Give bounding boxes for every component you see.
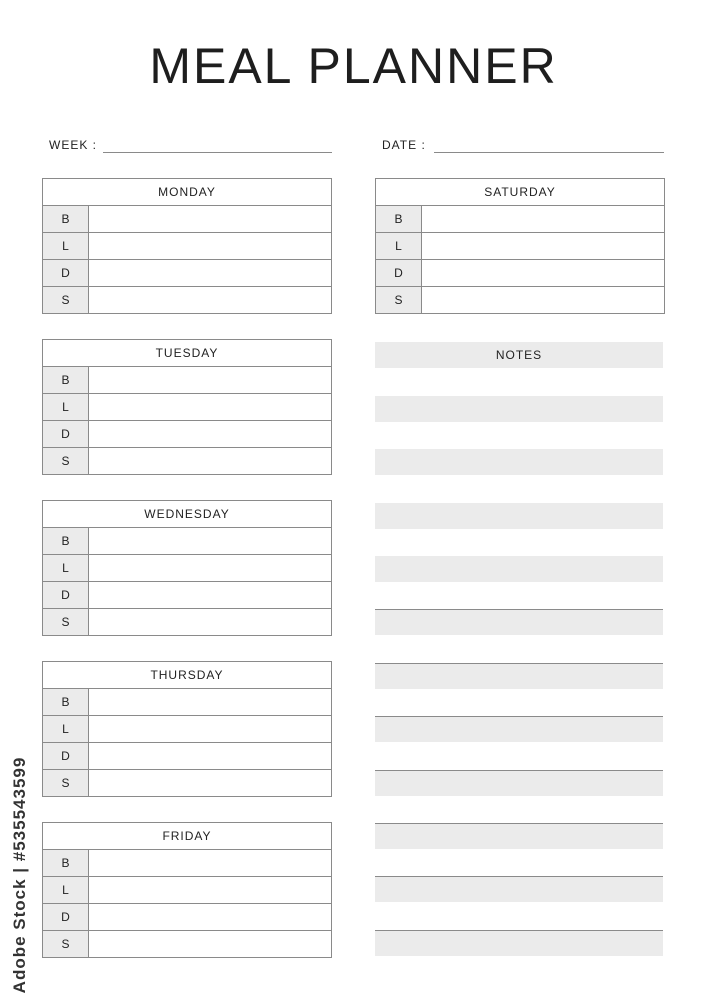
stock-id-text: Adobe Stock | #535543599	[10, 756, 29, 994]
day-block-thursday	[42, 661, 332, 797]
notes-line[interactable]	[375, 396, 663, 422]
meal-label: L	[43, 716, 89, 742]
notes-section	[375, 342, 663, 368]
meal-entry[interactable]	[89, 609, 331, 635]
day-header: TUESDAY	[43, 340, 331, 367]
meal-row-breakfast	[43, 850, 331, 877]
meal-entry[interactable]	[89, 770, 331, 796]
meal-row-dinner	[43, 582, 331, 609]
day-header: FRIDAY	[43, 823, 331, 850]
notes-line[interactable]	[375, 823, 663, 849]
meal-entry[interactable]	[422, 287, 664, 313]
meal-row-snack	[43, 287, 331, 313]
notes-line[interactable]	[375, 663, 663, 689]
day-header: THURSDAY	[43, 662, 331, 689]
notes-header: NOTES	[375, 342, 663, 368]
stock-id-watermark	[4, 756, 36, 994]
meal-label: D	[43, 260, 89, 286]
meal-entry[interactable]	[89, 904, 331, 930]
meal-row-snack	[43, 448, 331, 474]
day-block-tuesday	[42, 339, 332, 475]
meal-row-lunch	[43, 233, 331, 260]
meal-entry[interactable]	[89, 582, 331, 608]
meal-row-dinner	[43, 260, 331, 287]
meal-label: L	[43, 555, 89, 581]
meal-entry[interactable]	[89, 555, 331, 581]
week-field	[49, 138, 332, 154]
meal-entry[interactable]	[89, 367, 331, 393]
notes-line[interactable]	[375, 503, 663, 529]
week-input-line[interactable]	[103, 152, 332, 153]
notes-line[interactable]	[375, 876, 663, 902]
meal-label: B	[43, 528, 89, 554]
notes-line[interactable]	[375, 609, 663, 635]
meal-entry[interactable]	[89, 877, 331, 903]
meal-label: B	[43, 850, 89, 876]
day-block-monday	[42, 178, 332, 314]
meal-label: S	[376, 287, 422, 313]
meal-entry[interactable]	[89, 448, 331, 474]
meal-label: D	[43, 743, 89, 769]
meal-entry[interactable]	[89, 394, 331, 420]
meal-entry[interactable]	[422, 206, 664, 232]
meal-entry[interactable]	[89, 206, 331, 232]
meal-row-dinner	[43, 743, 331, 770]
meal-row-breakfast	[43, 367, 331, 394]
meal-label: L	[43, 394, 89, 420]
meal-label: D	[43, 904, 89, 930]
meal-row-snack	[43, 609, 331, 635]
notes-line[interactable]	[375, 556, 663, 582]
meal-row-lunch	[376, 233, 664, 260]
meal-label: B	[43, 206, 89, 232]
meal-row-snack	[43, 931, 331, 957]
meal-entry[interactable]	[89, 850, 331, 876]
week-label: WEEK :	[49, 138, 98, 152]
meal-row-snack	[43, 770, 331, 796]
meal-row-breakfast	[376, 206, 664, 233]
meal-row-lunch	[43, 877, 331, 904]
date-input-line[interactable]	[434, 152, 664, 153]
meal-row-lunch	[43, 555, 331, 582]
day-block-saturday	[375, 178, 665, 314]
meal-label: S	[43, 448, 89, 474]
meal-entry[interactable]	[89, 421, 331, 447]
meal-row-lunch	[43, 716, 331, 743]
meal-entry[interactable]	[89, 743, 331, 769]
meal-label: L	[43, 233, 89, 259]
meal-entry[interactable]	[89, 260, 331, 286]
meal-label: S	[43, 287, 89, 313]
meal-label: B	[43, 689, 89, 715]
meal-entry[interactable]	[89, 689, 331, 715]
meal-label: S	[43, 770, 89, 796]
notes-line[interactable]	[375, 930, 663, 956]
meal-entry[interactable]	[422, 260, 664, 286]
meal-entry[interactable]	[89, 287, 331, 313]
notes-line[interactable]	[375, 716, 663, 742]
meal-row-breakfast	[43, 206, 331, 233]
meal-label: S	[43, 609, 89, 635]
meal-row-breakfast	[43, 689, 331, 716]
notes-line[interactable]	[375, 770, 663, 796]
date-field	[382, 138, 664, 154]
meal-label: D	[43, 582, 89, 608]
day-header: WEDNESDAY	[43, 501, 331, 528]
meal-label: B	[43, 367, 89, 393]
meal-entry[interactable]	[89, 233, 331, 259]
day-block-wednesday	[42, 500, 332, 636]
meal-row-snack	[376, 287, 664, 313]
meal-entry[interactable]	[89, 716, 331, 742]
meal-label: S	[43, 931, 89, 957]
meal-entry[interactable]	[89, 528, 331, 554]
meal-row-dinner	[376, 260, 664, 287]
meal-row-lunch	[43, 394, 331, 421]
date-label: DATE :	[382, 138, 426, 152]
meal-entry[interactable]	[422, 233, 664, 259]
day-header: SATURDAY	[376, 179, 664, 206]
meal-label: L	[43, 877, 89, 903]
page-title: MEAL PLANNER	[149, 38, 558, 94]
meal-row-breakfast	[43, 528, 331, 555]
meal-label: D	[43, 421, 89, 447]
day-block-friday	[42, 822, 332, 958]
meal-row-dinner	[43, 904, 331, 931]
meal-entry[interactable]	[89, 931, 331, 957]
meal-row-dinner	[43, 421, 331, 448]
day-header: MONDAY	[43, 179, 331, 206]
notes-line[interactable]	[375, 449, 663, 475]
meal-label: L	[376, 233, 422, 259]
meal-label: B	[376, 206, 422, 232]
meal-label: D	[376, 260, 422, 286]
